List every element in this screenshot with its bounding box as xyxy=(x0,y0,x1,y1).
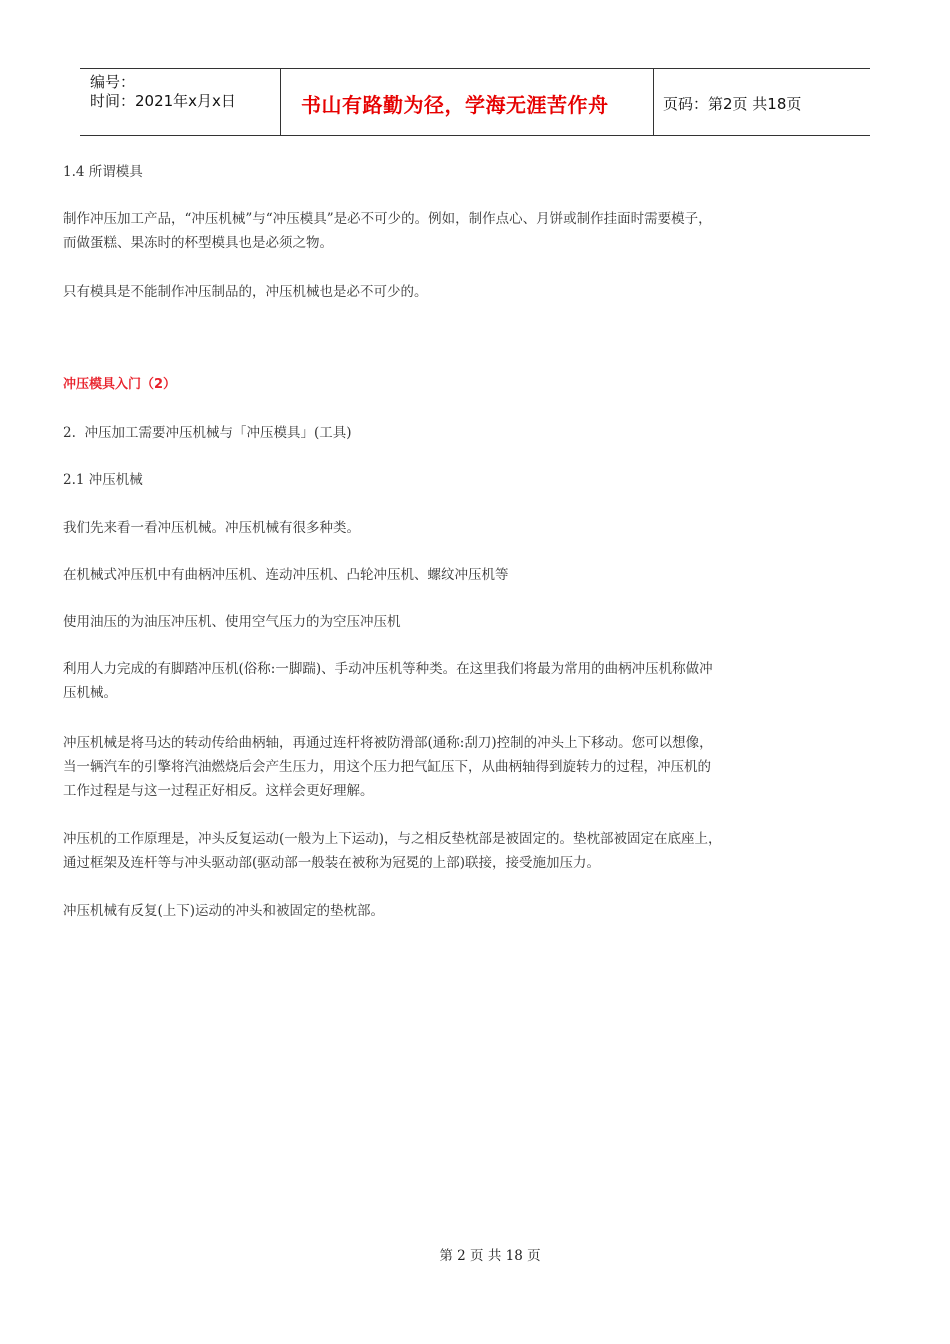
paragraph: 利用人力完成的有脚踏冲压机(俗称:一脚踹)、手动冲压机等种类。在这里我们将最为常用的曲柄冲压机称做冲压机械。 xyxy=(63,661,713,701)
paragraph: 冲压机的工作原理是，冲头反复运动(一般为上下运动)，与之相反垫枕部是被固定的。垫枕部被固定在底座上，通过框架及连杆等与冲头驱动部(驱动部一般装在被称为冠冕的上部)联接，接受施加压力。 xyxy=(63,831,722,871)
section-heading: 冲压模具入门（2） xyxy=(63,377,177,392)
paragraph: 制作冲压加工产品，“冲压机械”与“冲压模具”是必不可少的。例如，制作点心、月饼或制作挂面时需要模子，而做蛋糕、果冻时的杯型模具也是必须之物。 xyxy=(63,211,712,251)
header-page-cell xyxy=(654,69,870,135)
header-meta-cell xyxy=(80,69,281,135)
paragraph: 我们先来看一看冲压机械。冲压机械有很多种类。 xyxy=(63,520,360,536)
section-title-2: 2. 冲压加工需要冲压机械与「冲压模具」(工具) xyxy=(63,425,352,441)
paragraph: 使用油压的为油压冲压机、使用空气压力的为空压冲压机 xyxy=(63,614,401,630)
paragraph: 只有模具是不能制作冲压制品的，冲压机械也是必不可少的。 xyxy=(63,284,428,300)
paragraph: 冲压机械有反复(上下)运动的冲头和被固定的垫枕部。 xyxy=(63,903,385,919)
page-footer xyxy=(0,1244,950,1264)
header-date-label: 时间：2021年x月x日 xyxy=(90,92,236,110)
paragraph: 在机械式冲压机中有曲柄冲压机、连动冲压机、凸轮冲压机、螺纹冲压机等 xyxy=(63,567,509,583)
footer-page-number: 第 2 页 共 18 页 xyxy=(439,1248,541,1264)
header-page-info: 页码：第2页 共18页 xyxy=(663,94,802,113)
paragraph: 冲压机械是将马达的转动传给曲柄轴，再通过连杆将被防滑部(通称:刮刀)控制的冲头上下移动。您可以想像，当一辆汽车的引擎将汽油燃烧后会产生压力，用这个压力把气缸压下，从曲柄轴得到旋转力的过程，冲压机的工作过程是与这一过程正好相反。这样会更好理解。 xyxy=(63,735,713,799)
header-number-label: 编号： xyxy=(90,73,136,91)
header-motto-cell xyxy=(281,69,654,135)
section-title-1-4: 1.4 所谓模具 xyxy=(63,164,143,180)
section-title-2-1: 2.1 冲压机械 xyxy=(63,472,143,488)
document-header xyxy=(80,68,870,136)
header-motto: 书山有路勤为径，学海无涯苦作舟 xyxy=(301,92,609,117)
